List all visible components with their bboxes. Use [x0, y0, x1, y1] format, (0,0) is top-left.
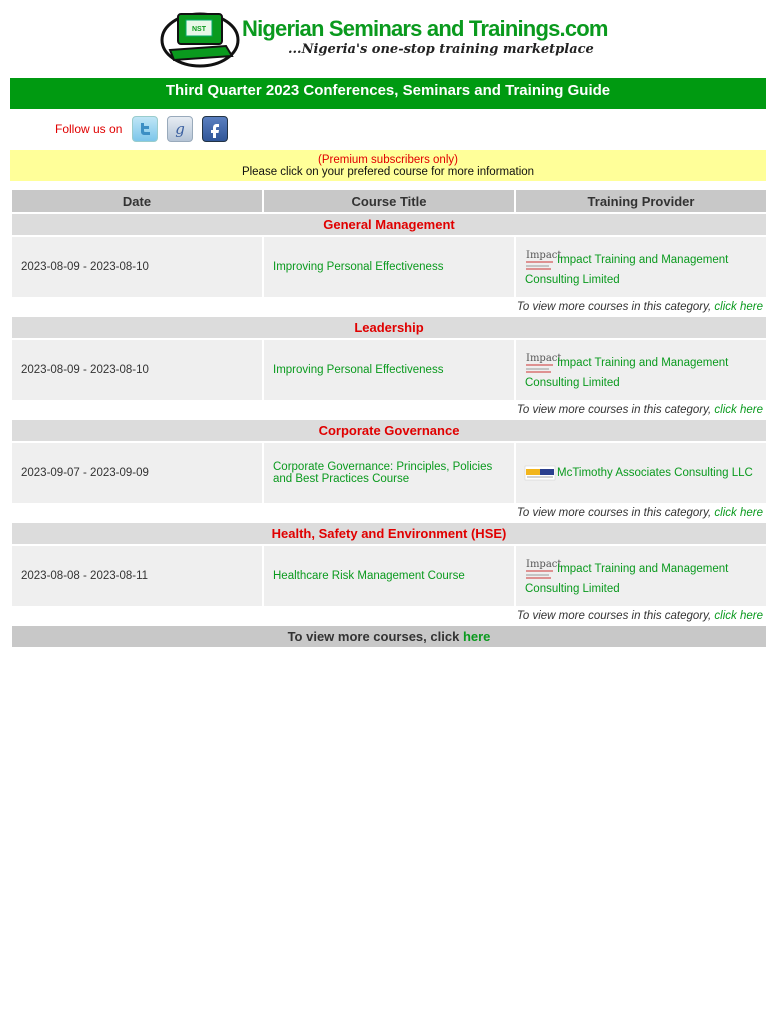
table-row	[12, 340, 766, 400]
provider-name-link[interactable]: McTimothy Associates Consulting LLC	[557, 467, 753, 480]
facebook-icon[interactable]	[202, 116, 228, 142]
category-hse: Health, Safety and Environment (HSE)	[12, 523, 766, 544]
footer-here-link[interactable]: here	[462, 629, 491, 644]
header-date: Date	[12, 190, 262, 212]
table-row	[12, 237, 766, 297]
training-provider[interactable]	[516, 340, 766, 400]
premium-notice	[10, 150, 766, 181]
category-leadership: Leadership	[12, 317, 766, 338]
more-in-category	[12, 608, 766, 624]
provider-name-link[interactable]: Impact Training and Management Consulting Limited	[525, 562, 729, 595]
impact-logo-icon	[525, 350, 562, 376]
category-general-management: General Management	[12, 214, 766, 235]
table-row	[12, 546, 766, 606]
course-title-link[interactable]: Healthcare Risk Management Course	[264, 546, 514, 606]
course-date: 2023-09-07 - 2023-09-09	[12, 443, 262, 503]
follow-us-label: Follow us on	[55, 122, 123, 136]
svg-text:Impact: Impact	[526, 352, 562, 364]
footer-text: To view more courses, click	[287, 629, 460, 644]
more-text: To view more courses in this category,	[516, 404, 712, 416]
header-course-title: Course Title	[264, 190, 514, 212]
table-row	[12, 443, 766, 503]
header-training-provider: Training Provider	[516, 190, 766, 212]
more-link[interactable]: click here	[714, 507, 763, 519]
more-in-category	[12, 505, 766, 521]
course-title-link[interactable]: Improving Personal Effectiveness	[264, 340, 514, 400]
course-title-link[interactable]: Corporate Governance: Principles, Policies and Best Practices Course	[264, 443, 514, 503]
course-date: 2023-08-08 - 2023-08-11	[12, 546, 262, 606]
more-link[interactable]: click here	[714, 301, 763, 313]
more-text: To view more courses in this category,	[516, 301, 712, 313]
logo-badge: NST	[192, 26, 206, 33]
more-link[interactable]: click here	[714, 610, 763, 622]
impact-logo-icon	[525, 556, 562, 582]
svg-text:Impact: Impact	[526, 249, 562, 261]
google-icon[interactable]	[167, 116, 193, 142]
social-links	[55, 114, 237, 144]
category-corporate-governance: Corporate Governance	[12, 420, 766, 441]
site-logo[interactable]	[160, 6, 608, 68]
more-in-category	[12, 299, 766, 315]
svg-text:g: g	[175, 120, 186, 138]
course-table	[10, 188, 768, 649]
training-provider[interactable]	[516, 546, 766, 606]
more-text: To view more courses in this category,	[516, 507, 712, 519]
training-provider[interactable]	[516, 237, 766, 297]
mctimothy-logo-icon	[525, 460, 555, 486]
more-in-category	[12, 402, 766, 418]
training-provider[interactable]	[516, 443, 766, 503]
twitter-icon[interactable]	[132, 116, 158, 142]
view-more-courses	[12, 626, 766, 647]
svg-text:Impact: Impact	[526, 558, 562, 570]
premium-label: (Premium subscribers only)	[318, 154, 458, 166]
provider-name-link[interactable]: Impact Training and Management Consulting Limited	[525, 253, 729, 286]
site-tagline: ...Nigeria's one-stop training marketplace	[288, 42, 594, 57]
more-text: To view more courses in this category,	[516, 610, 712, 622]
site-title: Nigerian Seminars and Trainings.com	[242, 16, 608, 41]
course-date: 2023-08-09 - 2023-08-10	[12, 237, 262, 297]
more-link[interactable]: click here	[714, 404, 763, 416]
impact-logo-icon	[525, 247, 562, 273]
provider-name-link[interactable]: Impact Training and Management Consulting Limited	[525, 356, 729, 389]
instruction-text: Please click on your prefered course for more information	[241, 166, 535, 178]
page-title-banner: Third Quarter 2023 Conferences, Seminars and Training Guide	[10, 78, 766, 109]
laptop-logo-icon	[160, 6, 240, 68]
course-title-link[interactable]: Improving Personal Effectiveness	[264, 237, 514, 297]
course-date: 2023-08-09 - 2023-08-10	[12, 340, 262, 400]
